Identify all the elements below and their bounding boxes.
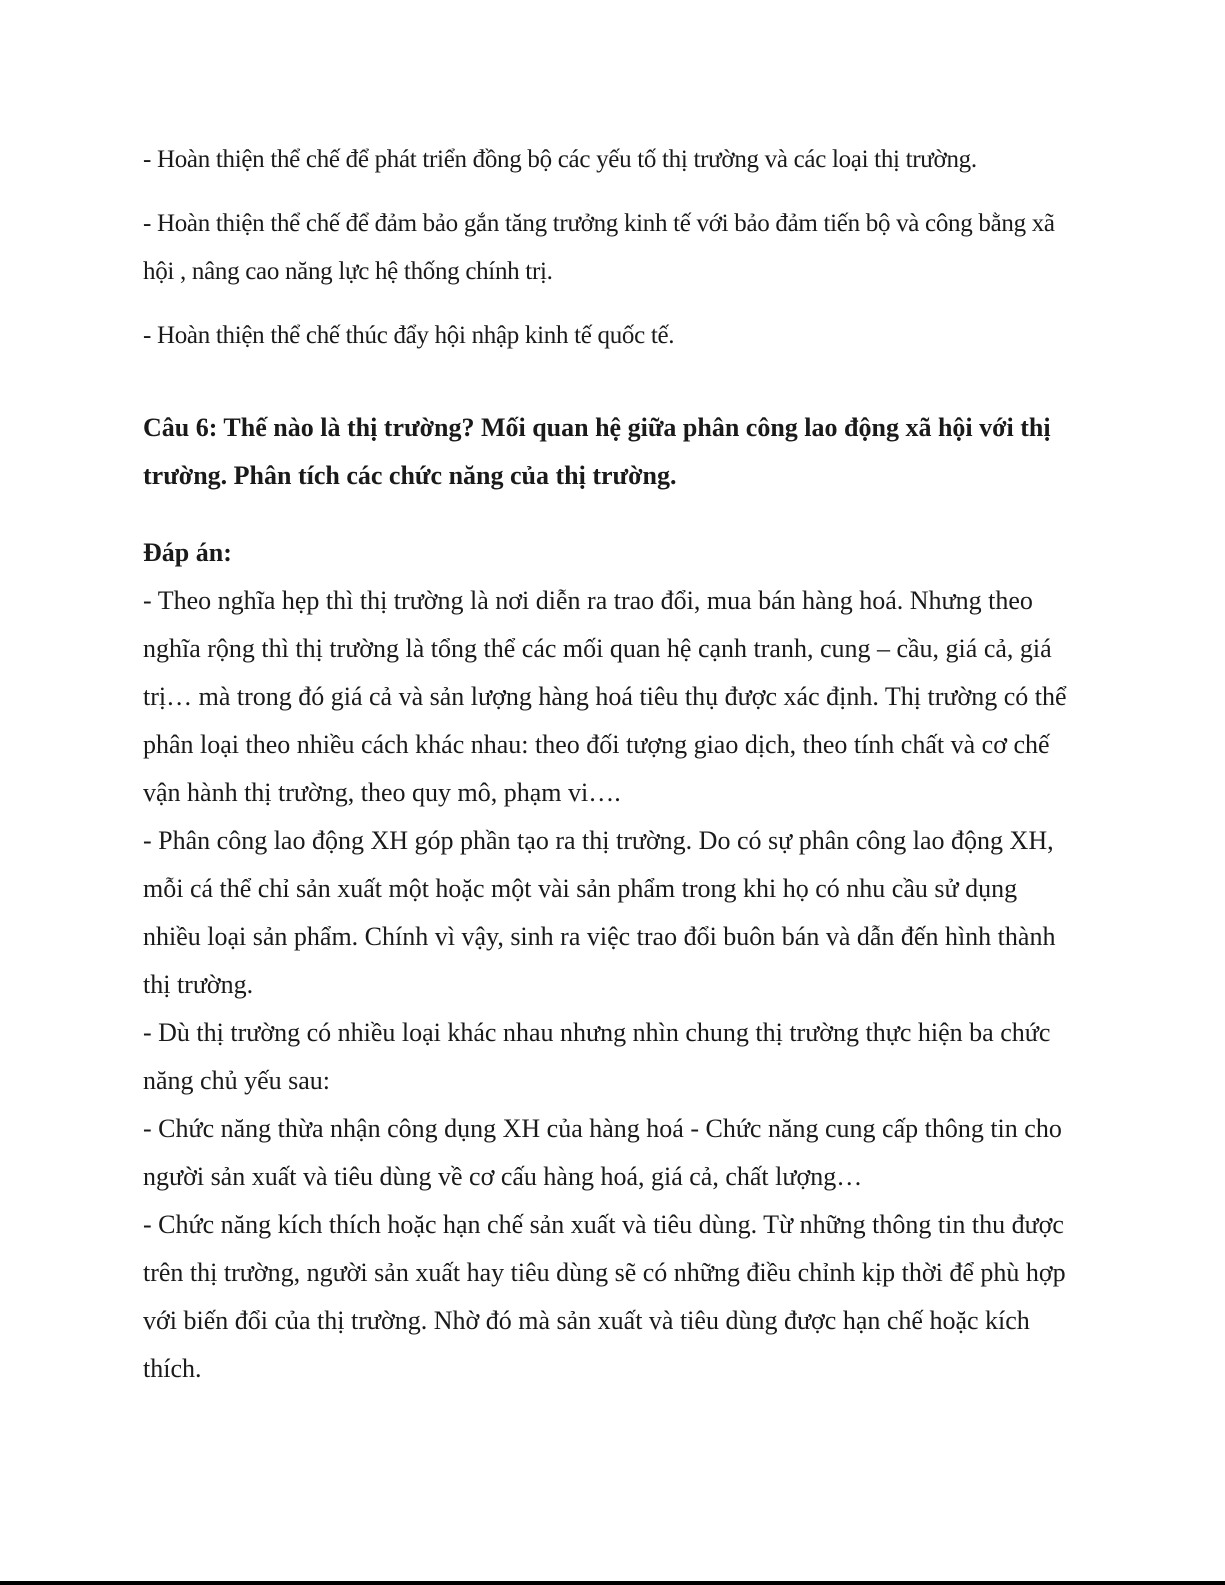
page-bottom-border [0,1581,1225,1585]
answer-paragraph: - Dù thị trường có nhiều loại khác nhau nhưng nhìn chung thị trường thực hiện ba chức năng chủ yếu sau: [143,1018,1051,1095]
answer-paragraph: - Theo nghĩa hẹp thì thị trường là nơi diễn ra trao đổi, mua bán hàng hoá. Nhưng theo nghĩa rộng thì thị trường là tổng thể các mối quan hệ cạnh tranh, cung – cầu, giá cả, giá trị… mà trong đó giá cả và sản lượng hàng hoá tiêu thụ được xác định. Thị trường có thể phân loại theo nhiều cách khác nhau: theo đối tượng giao dịch, theo tính chất và cơ chế vận hành thị trường, theo quy mô, phạm vi…. [143,586,1067,807]
answer-paragraph: - Phân công lao động XH góp phần tạo ra thị trường. Do có sự phân công lao động XH, mỗi cá thể chỉ sản xuất một hoặc một vài sản phẩm trong khi họ có nhu cầu sử dụng nhiều loại sản phẩm. Chính vì vậy, sinh ra việc trao đổi buôn bán và dẫn đến hình thành thị trường. [143,826,1056,999]
list-item: - Hoàn thiện thể chế để phát triển đồng bộ các yếu tố thị trường và các loại thị trường. [143,146,977,173]
list-item: - Hoàn thiện thể chế để đảm bảo gắn tăng trưởng kinh tế với bảo đảm tiến bộ và công bằng xã hội , nâng cao năng lực hệ thống chính trị. [143,210,1055,285]
answer-body [143,577,1073,1393]
question-heading: Câu 6: Thế nào là thị trường? Mối quan hệ giữa phân công lao động xã hội với thị trường. Phân tích các chức năng của thị trường. [143,413,1051,490]
answer-paragraph: - Chức năng thừa nhận công dụng XH của hàng hoá - Chức năng cung cấp thông tin cho người sản xuất và tiêu dùng về cơ cấu hàng hoá, giá cả, chất lượng… [143,1114,1062,1191]
answer-paragraph: - Chức năng kích thích hoặc hạn chế sản xuất và tiêu dùng. Từ những thông tin thu được trên thị trường, người sản xuất hay tiêu dùng sẽ có những điều chỉnh kịp thời để phù hợp với biến đổi của thị trường. Nhờ đó mà sản xuất và tiêu dùng được hạn chế hoặc kích thích. [143,1210,1066,1383]
answer-label: Đáp án: [143,538,232,567]
list-item: - Hoàn thiện thể chế thúc đẩy hội nhập kinh tế quốc tế. [143,322,675,349]
